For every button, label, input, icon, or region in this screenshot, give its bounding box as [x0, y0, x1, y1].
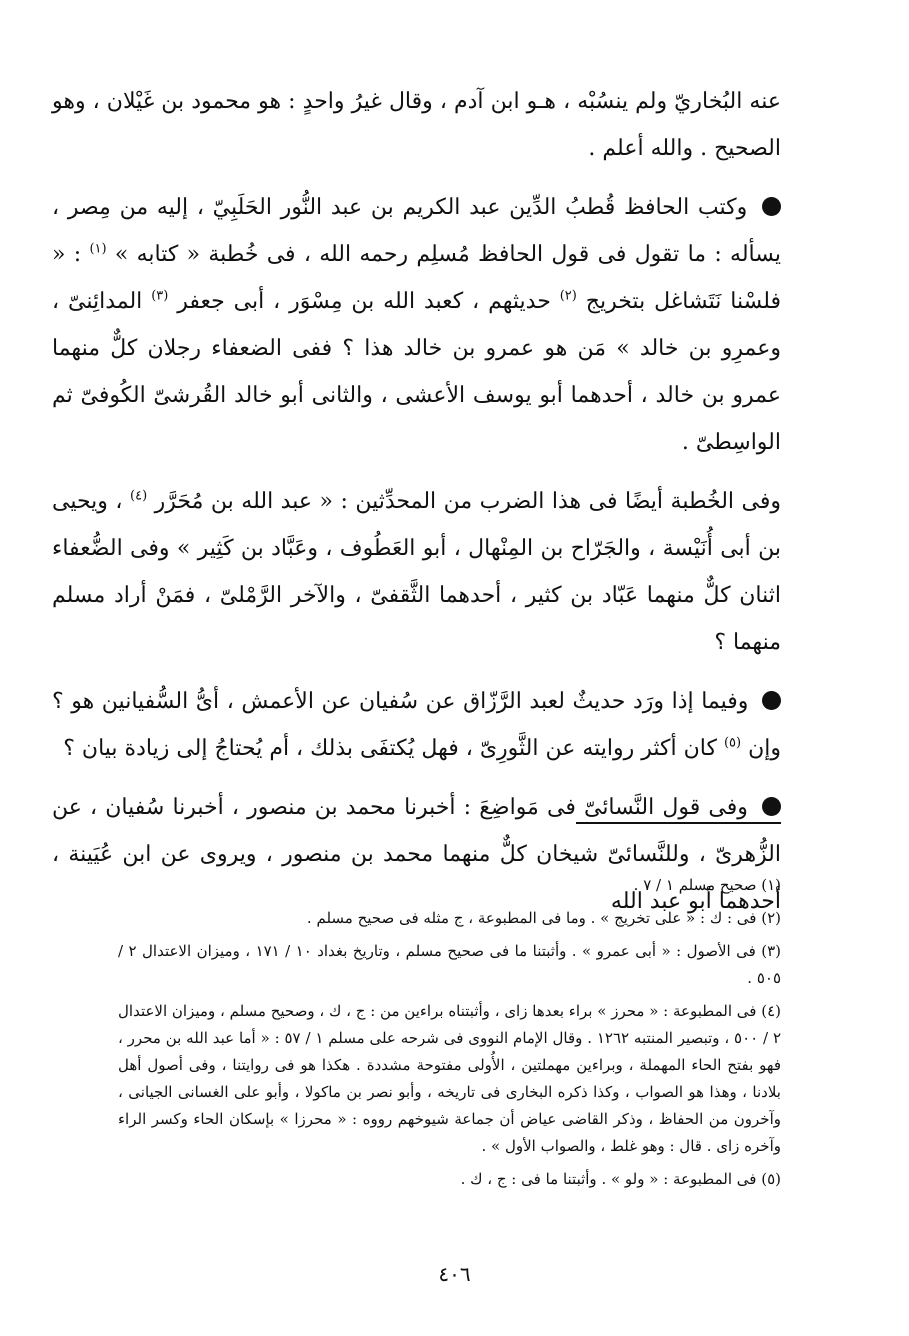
- paragraph-3-text-b: ، ويحيى بن أبى أُنَيْسة ، والجَرّاح بن المِنْهال ، أبو العَطُوف ، وعَبَّاد بن كَثِير » وفى الضُّعفاء اثنان كلٌّ منهما عَبّاد بن كثير ، أحدهما الثَّقفىّ ، والآخر الرَّمْلىّ ، فمَنْ أراد مسلم منهما ؟: [52, 489, 781, 655]
- paragraph-2-text-d: المدائِنىّ ، وعمرِو بن خالد » مَن هو عمرو بن خالد هذا ؟ ففى الضعفاء رجلان كلٌّ منهما عمرو بن خالد ، أحدهما أبو يوسف الأعشى ، والثانى أبو خالد القُرشىّ الكُوفىّ ثم الواسِطىّ .: [52, 289, 781, 455]
- paragraph-3: [52, 478, 781, 666]
- paragraph-2-text-a: وكتب الحافظ قُطبُ الدِّين عبد الكريم بن عبد النُّور الحَلَبِيّ ، إليه من مِصر ، يسأله : ما تقول فى قول الحافظ مُسلِم رحمه الله ، فى خُطبة « كتابه »: [52, 195, 781, 267]
- footnote-ref-3: (٣): [151, 288, 169, 304]
- footnote-ref-2: (٢): [559, 288, 577, 304]
- footnote-ref-5: (٥): [723, 735, 742, 751]
- paragraph-4-text-b: كان أكثر روايته عن الثَّورِىّ ، فهل يُكتفَى بذلك ، أم يُحتاجُ إلى زيادة بيان ؟: [63, 736, 717, 761]
- page-number: ٤٠٦: [438, 1262, 471, 1286]
- paragraph-2: [52, 184, 781, 466]
- bullet-icon: [762, 691, 781, 710]
- paragraph-1-text: عنه البُخاريّ ولم ينسُبْه ، هـو ابن آدم ، وقال غيرُ واحدٍ : هو محمود بن غَيْلان ، وهو الصحيح . والله أعلم .: [52, 89, 781, 161]
- paragraph-2-text-c: حديثهم ، كعبد الله بن مِسْوَر ، أبى جعفر: [177, 289, 551, 314]
- footnote-3: (٣) فى الأصول : « أبى عمرو » . وأثبتنا ما فى صحيح مسلم ، وتاريخ بغداد ١٠ / ١٧١ ، وميزان الاعتدال ٢ / ٥٠٥ .: [118, 942, 782, 987]
- footnote-ref-4: (٤): [130, 488, 148, 504]
- main-text: [52, 78, 781, 937]
- footnote-1: (١) صحيح مسلم ١ / ٧ .: [633, 876, 781, 894]
- paragraph-5-text: وفى قول النَّسائىّ فى مَواضِعَ : أخبرنا محمد بن منصور ، أخبرنا سُفيان ، عن الزُّهرىّ ، وللنَّسائىّ شيخان كلٌّ منهما محمد بن منصور ، ويروى عن ابن عُيَينة ، أحدهما أبو عبد الله: [52, 795, 781, 914]
- paragraph-2-text-b: : « فلسْنا نَتَشاغل بتخريج: [52, 242, 782, 314]
- paragraph-4-text-a: وفيما إذا ورَد حديثٌ لعبد الرَّزّاق عن سُفيان عن الأعمش ، أىُّ السُّفيانين هو ؟ وإن: [52, 689, 781, 761]
- bullet-icon: [762, 197, 781, 216]
- footnotes: [118, 872, 781, 1199]
- footnote-divider: [576, 822, 781, 824]
- paragraph-4: [52, 678, 781, 772]
- footnote-5: (٥) فى المطبوعة : « ولو » . وأثبتنا ما فى : ج ، ك .: [460, 1170, 781, 1188]
- footnote-2: (٢) فى : ك : « على تخريج » . وما فى المطبوعة ، ج مثله فى صحيح مسلم .: [306, 909, 781, 927]
- paragraph-3-text-a: وفى الخُطبة أيضًا فى هذا الضرب من المحدِّثين : « عبد الله بن مُحَرَّر: [154, 489, 781, 514]
- paragraph-1: [52, 78, 781, 172]
- footnote-4: (٤) فى المطبوعة : « محرز » براء بعدها زاى ، وأثبتناه براءين من : ج ، ك ، وصحيح مسلم ، وميزان الاعتدال ٢ / ٥٠٠ ، وتبصير المنتبه ١٢٦٢ . وقال الإمام النووى فى شرحه على مسلم ١ / ٥٧ : « أما عبد الله بن محرر ، فهو بفتح الحاء المهملة ، وبراءين مهملتين ، الأُولى مفتوحة مشددة . هكذا هو فى روايتنا ، وفى أصول أهل بلادنا ، وهذا هو الصواب ، وكذا ذكره البخارى فى تاريخه ، وأبو نصر بن ماكولا ، وأبو على الغسانى الجيانى ، وآخرون من الحفاظ ، وذكر القاضى عياض أن جماعة شيوخهم رووه : « محرزا » بإسكان الحاء وكسر الراء وآخره زاى . قال : وهو غلط ، والصواب الأول » .: [118, 1002, 782, 1155]
- bullet-icon: [762, 797, 781, 816]
- footnote-ref-1: (١): [89, 241, 107, 257]
